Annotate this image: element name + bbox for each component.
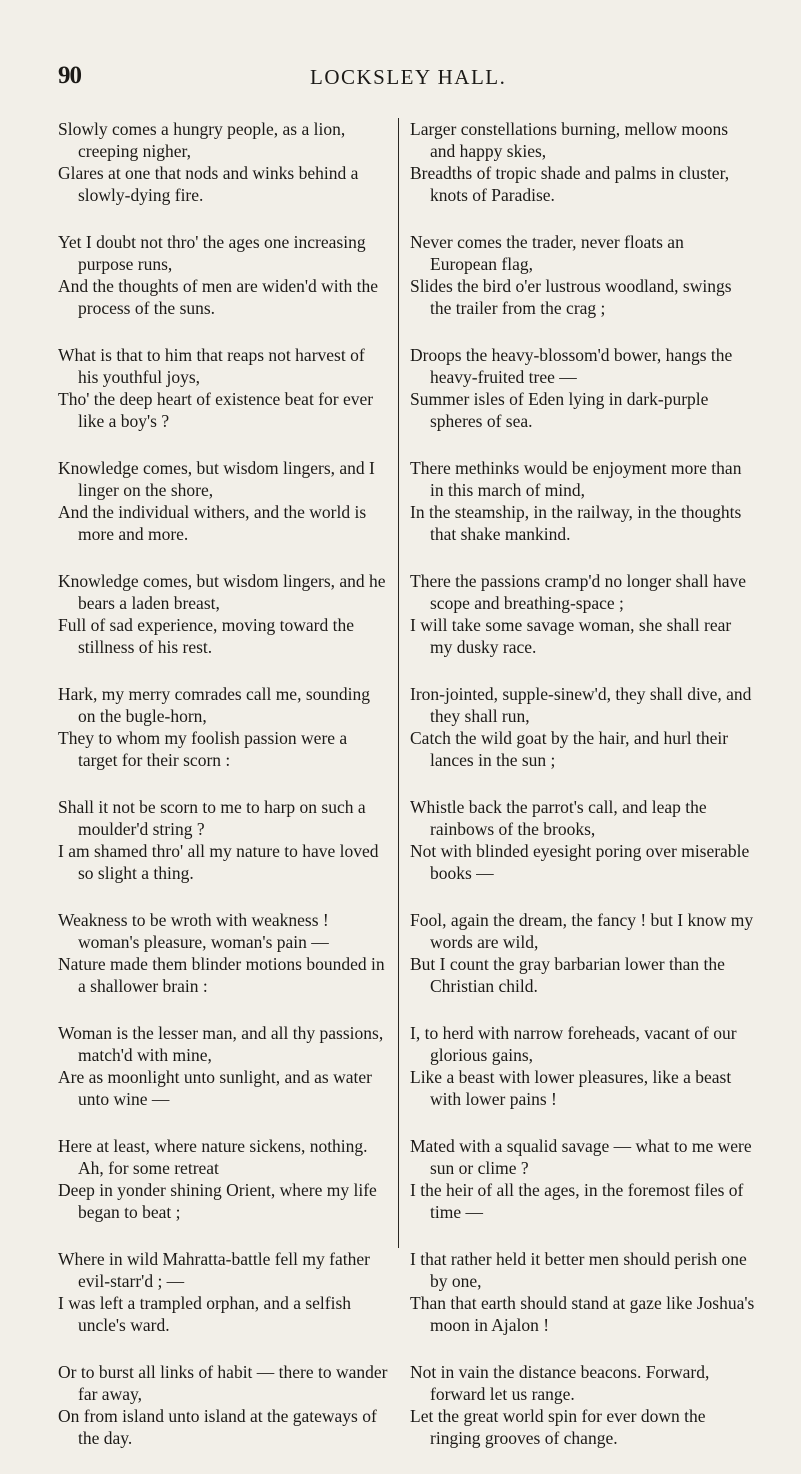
left-column: [58, 118, 388, 1474]
verse-line: I the heir of all the ages, in the foremost files of time —: [410, 1180, 744, 1222]
verse-line: Shall it not be scorn to me to harp on such a moulder'd string ?: [58, 797, 366, 839]
stanza: [58, 344, 388, 432]
page-number: 90: [58, 62, 81, 89]
verse-line: Than that earth should stand at gaze like Joshua's moon in Ajalon !: [410, 1293, 755, 1335]
verse-line: Slides the bird o'er lustrous woodland, swings the trailer from the crag ;: [410, 276, 732, 318]
verse-line: Deep in yonder shining Orient, where my life began to beat ;: [58, 1180, 377, 1222]
verse-line: I that rather held it better men should perish one by one,: [410, 1249, 747, 1291]
stanza: [58, 570, 388, 658]
verse-line: And the individual withers, and the world is more and more.: [58, 502, 367, 544]
stanza: [410, 1022, 755, 1110]
verse-line: There methinks would be enjoyment more than in this march of mind,: [410, 458, 742, 500]
verse-line: In the steamship, in the railway, in the thoughts that shake mankind.: [410, 502, 742, 544]
verse-line: Yet I doubt not thro' the ages one increasing purpose runs,: [58, 232, 366, 274]
verse-line: Larger constellations burning, mellow moons and happy skies,: [410, 119, 729, 161]
stanza: [410, 1361, 755, 1449]
verse-line: I was left a trampled orphan, and a selfish uncle's ward.: [58, 1293, 352, 1335]
right-column: [410, 118, 755, 1474]
verse-line: Never comes the trader, never floats an European flag,: [410, 232, 684, 274]
verse-line: They to whom my foolish passion were a target for their scorn :: [58, 728, 348, 770]
verse-line: Not with blinded eyesight poring over miserable books —: [410, 841, 750, 883]
stanza: [58, 1248, 388, 1336]
verse-line: Catch the wild goat by the hair, and hurl their lances in the sun ;: [410, 728, 729, 770]
verse-line: Breadths of tropic shade and palms in cluster, knots of Paradise.: [410, 163, 730, 205]
verse-line: Knowledge comes, but wisdom lingers, and I linger on the shore,: [58, 458, 375, 500]
verse-line: Nature made them blinder motions bounded in a shallower brain :: [58, 954, 385, 996]
stanza: [58, 909, 388, 997]
stanza: [410, 570, 755, 658]
verse-line: Hark, my merry comrades call me, sounding on the bugle-horn,: [58, 684, 370, 726]
stanza: [58, 796, 388, 884]
verse-line: On from island unto island at the gateways of the day.: [58, 1406, 377, 1448]
verse-line: Knowledge comes, but wisdom lingers, and he bears a laden breast,: [58, 571, 386, 613]
verse-line: Full of sad experience, moving toward the stillness of his rest.: [58, 615, 354, 657]
stanza: [58, 457, 388, 545]
page-header: [58, 62, 758, 92]
stanza: [58, 231, 388, 319]
verse-line: Are as moonlight unto sunlight, and as water unto wine —: [58, 1067, 372, 1109]
verse-line: I, to herd with narrow foreheads, vacant of our glorious gains,: [410, 1023, 737, 1065]
verse-line: What is that to him that reaps not harvest of his youthful joys,: [58, 345, 365, 387]
stanza: [58, 1135, 388, 1223]
stanza: [410, 344, 755, 432]
stanza: [410, 796, 755, 884]
verse-line: Woman is the lesser man, and all thy passions, match'd with mine,: [58, 1023, 384, 1065]
verse-line: Where in wild Mahratta-battle fell my father evil-starr'd ; —: [58, 1249, 370, 1291]
verse-line: Or to burst all links of habit — there to wander far away,: [58, 1362, 388, 1404]
verse-line: And the thoughts of men are widen'd with the process of the suns.: [58, 276, 379, 318]
verse-line: Summer isles of Eden lying in dark-purple spheres of sea.: [410, 389, 709, 431]
column-divider: [398, 118, 399, 1248]
stanza: [410, 457, 755, 545]
stanza: [410, 683, 755, 771]
stanza: [58, 118, 388, 206]
verse-line: Glares at one that nods and winks behind a slowly-dying fire.: [58, 163, 359, 205]
verse-line: I will take some savage woman, she shall rear my dusky race.: [410, 615, 732, 657]
verse-line: Like a beast with lower pleasures, like a beast with lower pains !: [410, 1067, 732, 1109]
stanza: [58, 1361, 388, 1449]
verse-line: Droops the heavy-blossom'd bower, hangs the heavy-fruited tree —: [410, 345, 733, 387]
stanza: [58, 1022, 388, 1110]
running-head: LOCKSLEY HALL.: [310, 65, 507, 89]
verse-line: Fool, again the dream, the fancy ! but I know my words are wild,: [410, 910, 754, 952]
verse-line: Iron-jointed, supple-sinew'd, they shall dive, and they shall run,: [410, 684, 752, 726]
verse-line: Slowly comes a hungry people, as a lion, creeping nigher,: [58, 119, 346, 161]
stanza: [410, 118, 755, 206]
verse-line: Mated with a squalid savage — what to me were sun or clime ?: [410, 1136, 752, 1178]
verse-line: There the passions cramp'd no longer shall have scope and breathing-space ;: [410, 571, 747, 613]
verse-line: Whistle back the parrot's call, and leap the rainbows of the brooks,: [410, 797, 707, 839]
verse-line: Here at least, where nature sickens, nothing. Ah, for some retreat: [58, 1136, 368, 1178]
verse-line: Weakness to be wroth with weakness ! woman's pleasure, woman's pain —: [58, 910, 329, 952]
stanza: [58, 683, 388, 771]
verse-line: I am shamed thro' all my nature to have loved so slight a thing.: [58, 841, 379, 883]
verse-line: Tho' the deep heart of existence beat for ever like a boy's ?: [58, 389, 374, 431]
stanza: [410, 231, 755, 319]
verse-line: Let the great world spin for ever down the ringing grooves of change.: [410, 1406, 706, 1448]
stanza: [410, 1248, 755, 1336]
stanza: [410, 909, 755, 997]
verse-line: Not in vain the distance beacons. Forward, forward let us range.: [410, 1362, 710, 1404]
verse-line: But I count the gray barbarian lower than the Christian child.: [410, 954, 725, 996]
stanza: [410, 1135, 755, 1223]
